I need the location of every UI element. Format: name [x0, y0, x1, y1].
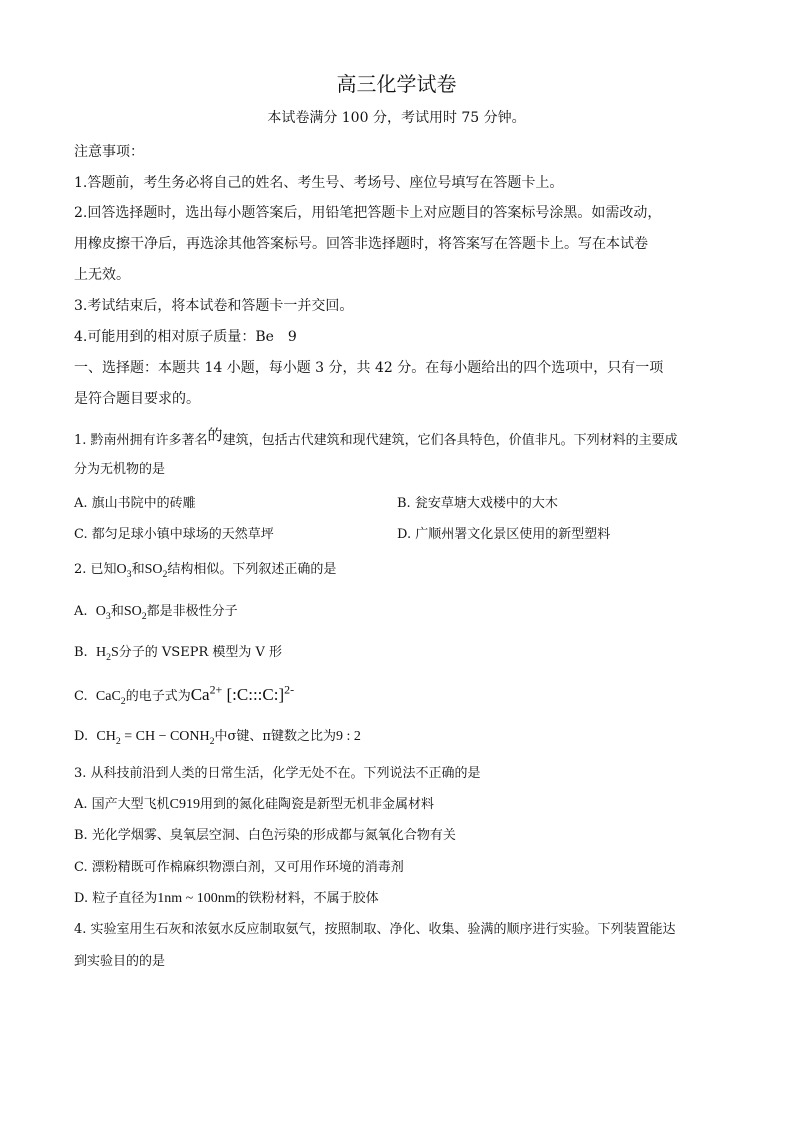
q2-d-text: 中σ键、π键数之比为 [214, 729, 336, 744]
notes-heading: 注意事项： [74, 144, 144, 160]
q2-b-label: B. [74, 645, 88, 660]
note-2-line-1: 2.回答选择题时，选出每小题答案后，用铅笔把答题卡上对应题目的答案标号涂黑。如需改动， [74, 205, 662, 221]
q3-option-a [74, 797, 434, 814]
q3-d-part-a: D. 粒子直径为 [74, 891, 158, 906]
q2-d-label: D. [74, 729, 89, 744]
q2-c-label: C. [74, 689, 88, 704]
q2-c-cac-symbol: CaC [95, 689, 121, 704]
question-4-stem-line-2: 到实验目的的是 [74, 954, 166, 969]
q3-option-c: C. 漂粉精既可作棉麻织物漂白剂，又可用作环境的消毒剂 [74, 860, 404, 875]
q3-a-part-b: 用到的氮化硅陶瓷是新型无机非金属材料 [200, 797, 435, 812]
q2-and: 和 [131, 562, 145, 577]
q1-option-b: B. 瓮安草塘大戏楼中的大木 [397, 496, 558, 511]
note-2-line-2: 用橡皮擦干净后，再选涂其他答案标号。回答非选择题时，将答案写在答题卡上。写在本试卷 [74, 236, 648, 252]
section-1-line-2: 是符合题目要求的。 [74, 391, 200, 407]
q3-option-d [74, 891, 379, 908]
q2-o3-symbol: O [116, 562, 127, 577]
q2-b-s-symbol: S [110, 645, 119, 660]
q2-a-so2 [123, 604, 147, 622]
q2-d-formula [96, 729, 215, 747]
q2-a-label: A. [74, 604, 88, 619]
q2-b-h2s [95, 645, 119, 663]
q2-d-ch2-subscript: 2 [115, 735, 121, 747]
q2-a-and: 和 [110, 604, 124, 619]
q1-stem-part-a: 1. 黔南州拥有许多著名 [74, 433, 208, 448]
q2-option-d [74, 729, 361, 746]
q3-option-b: B. 光化学烟雾、臭氧层空洞、白色污染的形成都与氮氧化合物有关 [74, 828, 456, 843]
q2-stem-part-a: 2. 已知 [74, 562, 117, 577]
q2-a-o3-symbol: O [95, 604, 106, 619]
q2-formula-so2 [144, 562, 168, 580]
q2-option-a [74, 604, 238, 621]
q1-option-a: A. 旗山书院中的砖雕 [74, 496, 196, 511]
q2-c-ca-charge: 2+ [209, 682, 223, 697]
q2-o3-subscript: 3 [126, 568, 132, 580]
q2-a-o3 [95, 604, 111, 622]
q2-d-rest: = CH − CONH [120, 729, 210, 744]
q3-d-range: 1nm ~ 100nm [157, 891, 236, 906]
note-2-line-3: 上无效。 [74, 267, 130, 283]
q2-a-o3-subscript: 3 [105, 610, 111, 622]
q2-c-ca-symbol: Ca [190, 685, 210, 704]
q1-stem-de: 的 [207, 426, 223, 444]
q2-a-so2-symbol: SO [123, 604, 142, 619]
q1-option-d: D. 广顺州署文化景区使用的新型塑料 [397, 527, 611, 542]
q1-stem-part-b: 建筑，包括古代建筑和现代建筑，它们各具特色，价值非凡。下列材料的主要成 [222, 433, 678, 448]
q2-c-electron-formula [190, 682, 295, 704]
note-3: 3.考试结束后，将本试卷和答题卡一并交回。 [74, 298, 354, 314]
q2-d-conh2-subscript: 2 [209, 735, 215, 747]
q3-d-part-b: 的铁粉材料，不属于胶体 [235, 891, 379, 906]
q2-stem-part-b: 结构相似。下列叙述正确的是 [167, 562, 337, 577]
section-1-line-1: 一、选择题：本题共 14 小题，每小题 3 分，共 42 分。在每小题给出的四个选项中，只有一项 [74, 360, 664, 376]
question-3-stem: 3. 从科技前沿到人类的日常生活，化学无处不在。下列说法不正确的是 [74, 766, 481, 781]
q1-option-c: C. 都匀足球小镇中球场的天然草坪 [74, 527, 274, 542]
q2-d-ch2: CH [96, 729, 116, 744]
note-4: 4.可能用到的相对原子质量：Be 9 [74, 329, 297, 345]
exam-subtitle: 本试卷满分 100 分，考试用时 75 分钟。 [267, 110, 526, 126]
note-1: 1.答题前，考生务必将自己的姓名、考生号、考场号、座位号填写在答题卡上。 [74, 175, 564, 191]
q2-d-ratio: 9 : 2 [335, 729, 361, 744]
q2-option-c [74, 682, 295, 707]
q2-a-text: 都是非极性分子 [146, 604, 238, 619]
q2-b-h-symbol: H [95, 645, 107, 660]
question-2-stem [74, 562, 336, 579]
q2-b-text: 分子的 VSEPR 模型为 V 形 [118, 645, 283, 660]
q2-c-cac-subscript: 2 [120, 695, 126, 707]
question-1-stem [74, 426, 678, 449]
question-4-stem-line-1: 4. 实验室用生石灰和浓氨水反应制取氨气，按照制取、净化、收集、验满的顺序进行实验。下列装置能达 [74, 922, 676, 937]
q2-a-so2-subscript: 2 [141, 610, 147, 622]
q3-a-c919: C919 [169, 797, 200, 812]
q2-so2-subscript: 2 [162, 568, 168, 580]
question-1-stem-line-2: 分为无机物的是 [74, 462, 166, 477]
q2-c-carbide-ion: [:C:::C:] [226, 685, 285, 704]
q2-formula-o3 [116, 562, 132, 580]
q2-c-carbide-charge: 2- [284, 682, 295, 697]
q2-c-cac2 [95, 689, 126, 707]
q2-option-b [74, 645, 282, 662]
q2-so2-symbol: SO [144, 562, 163, 577]
q2-c-text: 的电子式为 [125, 689, 191, 704]
exam-title: 高三化学试卷 [336, 72, 457, 96]
q2-b-h-subscript: 2 [106, 651, 111, 663]
q3-a-part-a: A. 国产大型飞机 [74, 797, 170, 812]
